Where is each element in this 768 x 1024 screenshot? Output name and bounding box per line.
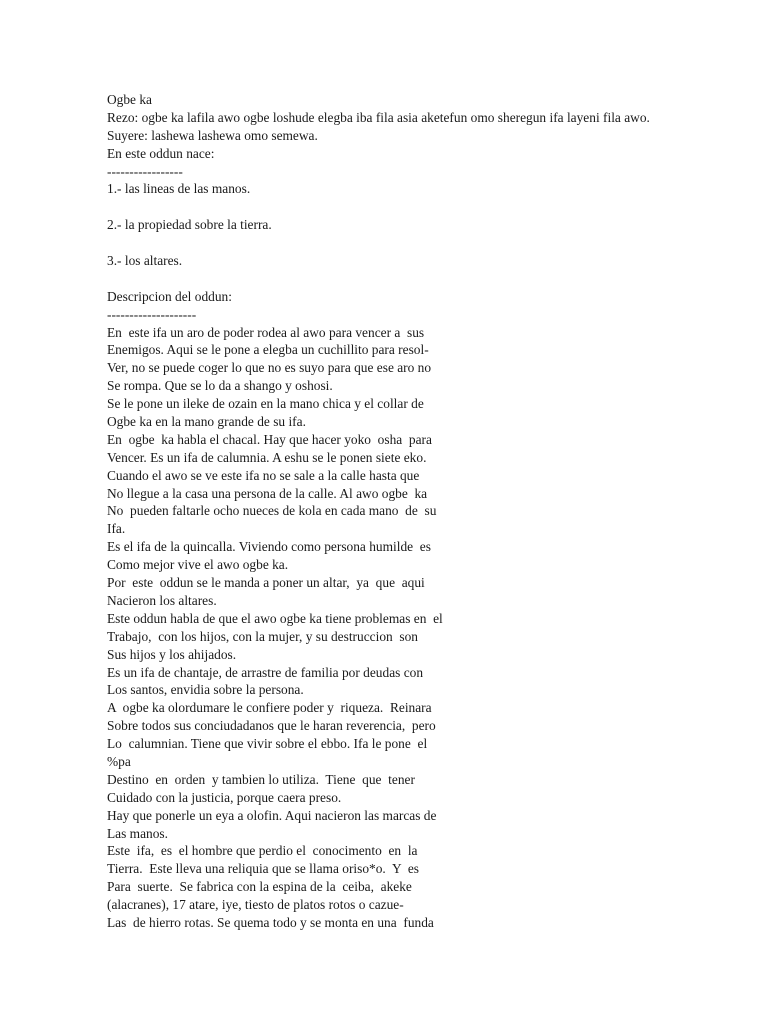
divider-line: --------------------: [107, 306, 197, 322]
document-line: En ogbe ka habla el chacal. Hay que hacer yoko osha para: [107, 431, 432, 447]
document-line: Suyere: lashewa lashewa omo semewa.: [107, 127, 318, 143]
document-line: Para suerte. Se fabrica con la espina de la ceiba, akeke: [107, 879, 412, 895]
document-line: Tierra. Este lleva una reliquia que se llama oriso*o. Y es: [107, 861, 419, 877]
document-line: Cuidado con la justicia, porque caera preso.: [107, 789, 342, 805]
list-item: 3.- los altares.: [107, 253, 183, 269]
document-line: Sobre todos sus conciudadanos que le haran reverencia, pero: [107, 718, 436, 734]
document-line: (alacranes), 17 atare, iye, tiesto de platos rotos o cazue-: [107, 897, 404, 913]
document-line: Por este oddun se le manda a poner un altar, ya que aqui: [107, 575, 425, 591]
document-line: Este oddun habla de que el awo ogbe ka tiene problemas en el: [107, 610, 443, 626]
section-heading: Descripcion del oddun:: [107, 288, 232, 304]
document-line: Los santos, envidia sobre la persona.: [107, 682, 304, 698]
list-item: 2.- la propiedad sobre la tierra.: [107, 217, 272, 233]
document-line: Nacieron los altares.: [107, 592, 217, 608]
document-line: Hay que ponerle un eya a olofin. Aqui nacieron las marcas de: [107, 807, 437, 823]
document-line: Es el ifa de la quincalla. Viviendo como persona humilde es: [107, 539, 431, 555]
document-line: Este ifa, es el hombre que perdio el conocimento en la: [107, 843, 418, 859]
document-line: %pa: [107, 753, 131, 769]
document-line: Sus hijos y los ahijados.: [107, 646, 237, 662]
document-line: Se rompa. Que se lo da a shango y oshosi.: [107, 378, 333, 394]
document-line: En este ifa un aro de poder rodea al awo para vencer a sus: [107, 324, 425, 340]
document-line: No pueden faltarle ocho nueces de kola en cada mano de su: [107, 503, 437, 519]
document-line: Es un ifa de chantaje, de arrastre de familia por deudas con: [107, 664, 424, 680]
document-line: Ver, no se puede coger lo que no es suyo para que ese aro no: [107, 360, 432, 376]
document-line: Ogbe ka en la mano grande de su ifa.: [107, 414, 306, 430]
document-line: Rezo: ogbe ka lafila awo ogbe loshude elegba iba fila asia aketefun omo sheregun ifa layeni fila awo.: [107, 109, 650, 125]
document-line: Como mejor vive el awo ogbe ka.: [107, 557, 289, 573]
blank-line: [107, 270, 757, 288]
document-line: Vencer. Es un ifa de calumnia. A eshu se le ponen siete eko.: [107, 449, 427, 465]
blank-line: [107, 234, 757, 252]
document-line: Enemigos. Aqui se le pone a elegba un cuchillito para resol-: [107, 342, 429, 358]
document-line: Lo calumnian. Tiene que vivir sobre el ebbo. Ifa le pone el: [107, 736, 428, 752]
document-line: Ifa.: [107, 521, 126, 537]
document-line: A ogbe ka olordumare le confiere poder y riqueza. Reinara: [107, 700, 432, 716]
document-line: No llegue a la casa una persona de la calle. Al awo ogbe ka: [107, 485, 428, 501]
document-line: Las manos.: [107, 825, 168, 841]
document-line: Se le pone un ileke de ozain en la mano chica y el collar de: [107, 396, 424, 412]
blank-line: [107, 198, 757, 216]
document-line: Destino en orden y tambien lo utiliza. Tiene que tener: [107, 771, 415, 787]
document-line: Las de hierro rotas. Se quema todo y se monta en una funda: [107, 914, 434, 930]
document-body: [107, 91, 757, 932]
document-line: En este oddun nace:: [107, 145, 215, 161]
list-item: 1.- las lineas de las manos.: [107, 181, 251, 197]
document-line: Cuando el awo se ve este ifa no se sale a la calle hasta que: [107, 467, 420, 483]
divider-line: -----------------: [107, 163, 183, 179]
document-line: Trabajo, con los hijos, con la mujer, y su destruccion son: [107, 628, 419, 644]
document-title: Ogbe ka: [107, 92, 152, 107]
